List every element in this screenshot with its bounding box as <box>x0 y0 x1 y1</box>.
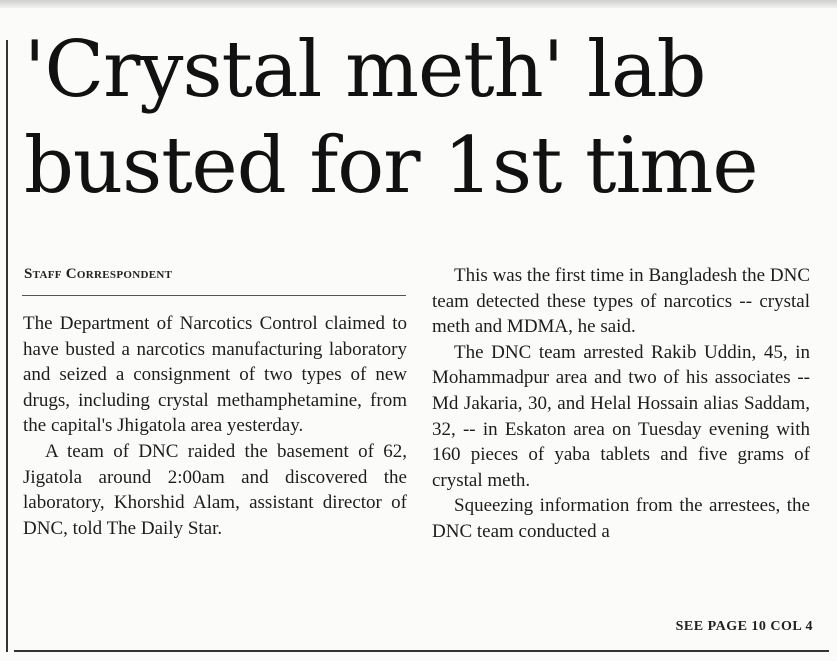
paragraph: The DNC team arrested Rakib Uddin, 45, in Mohammadpur area and two of his associates -- Md Jakaria, 30, and Helal Hossain alias Saddam, 32, -- in Eskaton area on Tuesday evening with 160 pieces of yaba tablets and five grams of crystal meth. <box>432 341 810 491</box>
headline-line-1: 'Crystal meth' lab <box>24 25 706 115</box>
article-column-1 <box>23 311 407 541</box>
headline-line-2: busted for 1st time <box>24 121 758 211</box>
paragraph: The Department of Narcotics Control claimed to have busted a narcotics manufacturing laboratory and seized a consignment of two types of new drugs, including crystal methamphetamine, from the capital's Jhigatola area yesterday. <box>23 313 407 437</box>
page-top-edge <box>0 0 837 8</box>
continuation-jump-line: SEE PAGE 10 COL 4 <box>675 619 813 634</box>
article-column-2 <box>432 263 810 545</box>
byline: Staff Correspondent <box>24 266 173 282</box>
paragraph: This was the first time in Bangladesh the DNC team detected these types of narcotics -- crystal meth and MDMA, he said. <box>432 265 810 338</box>
column-border-left <box>6 40 8 652</box>
paragraph: Squeezing information from the arrestees, the DNC team conducted a <box>432 495 810 542</box>
article-bottom-rule <box>14 650 829 652</box>
byline-divider <box>22 295 406 296</box>
paragraph: A team of DNC raided the basement of 62, Jigatola around 2:00am and discovered the laboratory, Khorshid Alam, assistant director of DNC, told The Daily Star. <box>23 440 407 539</box>
article-headline <box>24 22 824 214</box>
